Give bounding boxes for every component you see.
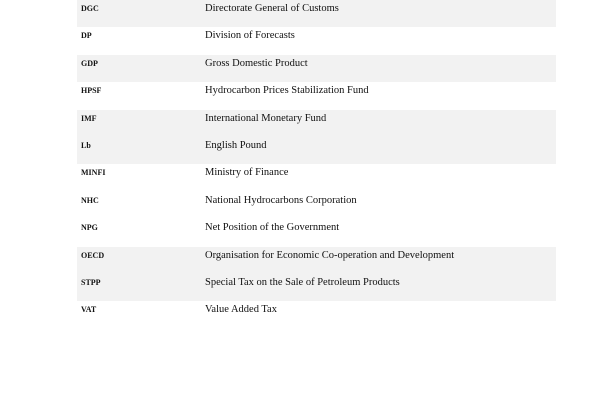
abbreviation-code: DP	[81, 31, 92, 41]
abbreviation-code: VAT	[81, 305, 97, 315]
table-row	[77, 301, 556, 328]
abbreviations-table-body	[77, 0, 556, 329]
abbreviation-meaning: Hydrocarbon Prices Stabilization Fund	[205, 85, 369, 97]
abbreviation-meaning: Directorate General of Customs	[204, 0, 556, 27]
abbreviation-meaning: Organisation for Economic Co-operation and Development	[204, 247, 556, 274]
table-row	[77, 27, 556, 54]
abbreviation-code: MINFI	[81, 168, 106, 178]
table-row	[77, 219, 556, 246]
abbreviation-code: HPSF	[81, 86, 102, 96]
table-row	[77, 137, 556, 164]
abbreviation-meaning: International Monetary Fund	[204, 110, 556, 137]
table-row	[77, 274, 556, 301]
abbreviation-code: Lb	[77, 137, 204, 164]
abbreviation-code: DGC	[77, 0, 204, 27]
table-row	[77, 247, 556, 274]
abbreviation-meaning: National Hydrocarbons Corporation	[205, 194, 357, 206]
abbreviation-code: IMF	[77, 110, 204, 137]
abbreviation-meaning: Special Tax on the Sale of Petroleum Products	[204, 274, 556, 301]
abbreviations-table	[77, 0, 556, 329]
abbreviation-meaning: Ministry of Finance	[205, 167, 289, 179]
abbreviation-meaning: Gross Domestic Product	[204, 55, 556, 82]
table-row	[77, 55, 556, 82]
abbreviation-code: OECD	[77, 247, 204, 274]
abbreviation-code: NPG	[81, 223, 98, 233]
abbreviation-code: STPP	[77, 274, 204, 301]
abbreviation-meaning: Value Added Tax	[205, 304, 277, 316]
abbreviation-code: GDP	[77, 55, 204, 82]
table-row	[77, 192, 556, 219]
table-row	[77, 110, 556, 137]
table-row	[77, 82, 556, 109]
table-row	[77, 0, 556, 27]
abbreviation-code: NHC	[81, 195, 99, 205]
abbreviation-meaning: English Pound	[204, 137, 556, 164]
abbreviation-meaning: Division of Forecasts	[205, 30, 295, 42]
table-row	[77, 164, 556, 191]
abbreviation-meaning: Net Position of the Government	[205, 222, 340, 234]
